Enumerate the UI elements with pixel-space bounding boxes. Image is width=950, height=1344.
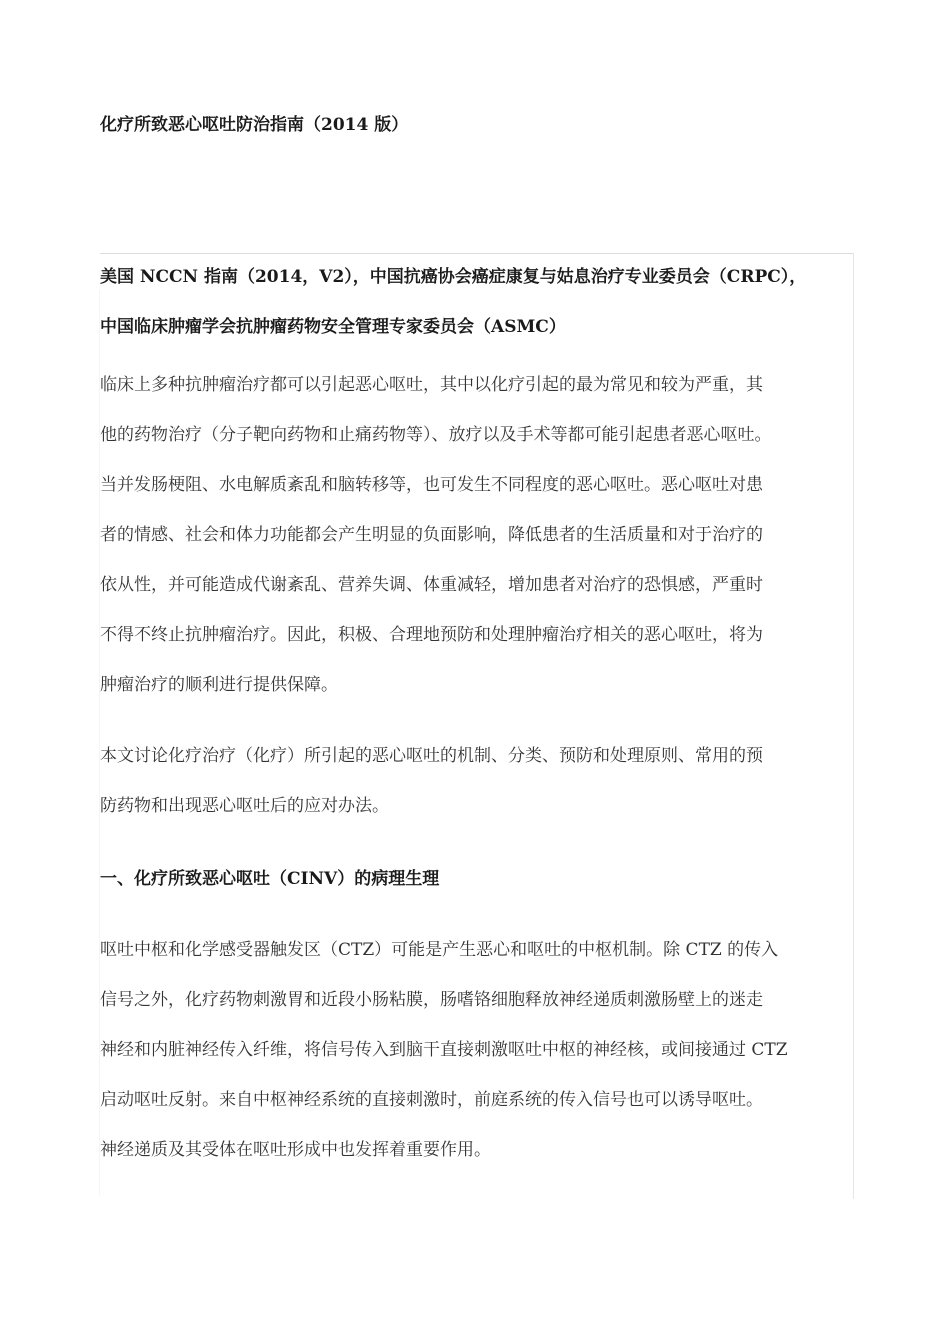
paragraph-line: 神经和内脏神经传入纤维，将信号传入到脑干直接刺激呕吐中枢的神经核，或间接通过 CTZ: [100, 1040, 788, 1060]
paragraph-line: 本文讨论化疗治疗（化疗）所引起的恶心呕吐的机制、分类、预防和处理原则、常用的预: [100, 746, 763, 766]
paragraph-line: 者的情感、社会和体力功能都会产生明显的负面影响，降低患者的生活质量和对于治疗的: [100, 525, 763, 545]
authors-line: 美国 NCCN 指南（2014，V2），中国抗癌协会癌症康复与姑息治疗专业委员会（CRPC），: [100, 267, 807, 287]
paragraph-line: 临床上多种抗肿瘤治疗都可以引起恶心呕吐，其中以化疗引起的最为常见和较为严重，其: [100, 375, 763, 395]
paragraph-line: 启动呕吐反射。来自中枢神经系统的直接刺激时，前庭系统的传入信号也可以诱导呕吐。: [100, 1090, 763, 1110]
authors-line: 中国临床肿瘤学会抗肿瘤药物安全管理专家委员会（ASMC）: [100, 317, 566, 337]
paragraph-line: 神经递质及其受体在呕吐形成中也发挥着重要作用。: [100, 1140, 491, 1160]
paragraph-line: 呕吐中枢和化学感受器触发区（CTZ）可能是产生恶心和呕吐的中枢机制。除 CTZ 的传入: [100, 940, 779, 960]
section-heading-pathophysiology: 一、化疗所致恶心呕吐（CINV）的病理生理: [100, 869, 440, 889]
content-box-right-border: [853, 253, 854, 1199]
document-title: 化疗所致恶心呕吐防治指南（2014 版）: [100, 115, 409, 135]
paragraph-line: 信号之外，化疗药物刺激胃和近段小肠粘膜，肠嗜铬细胞释放神经递质刺激肠壁上的迷走: [100, 990, 763, 1010]
intro-paragraph: [100, 360, 772, 710]
paragraph-line: 依从性，并可能造成代谢紊乱、营养失调、体重减轻，增加患者对治疗的恐惧感，严重时: [100, 575, 763, 595]
pathophysiology-paragraph: [100, 925, 788, 1175]
scope-paragraph: [100, 731, 763, 831]
paragraph-line: 他的药物治疗（分子靶向药物和止痛药物等）、放疗以及手术等都可能引起患者恶心呕吐。: [100, 425, 772, 445]
paragraph-line: 肿瘤治疗的顺利进行提供保障。: [100, 675, 338, 695]
paragraph-line: 不得不终止抗肿瘤治疗。因此，积极、合理地预防和处理肿瘤治疗相关的恶心呕吐，将为: [100, 625, 763, 645]
paragraph-line: 防药物和出现恶心呕吐后的应对办法。: [100, 796, 389, 816]
authors-block: [100, 252, 860, 352]
paragraph-line: 当并发肠梗阻、水电解质紊乱和脑转移等，也可发生不同程度的恶心呕吐。恶心呕吐对患: [100, 475, 763, 495]
